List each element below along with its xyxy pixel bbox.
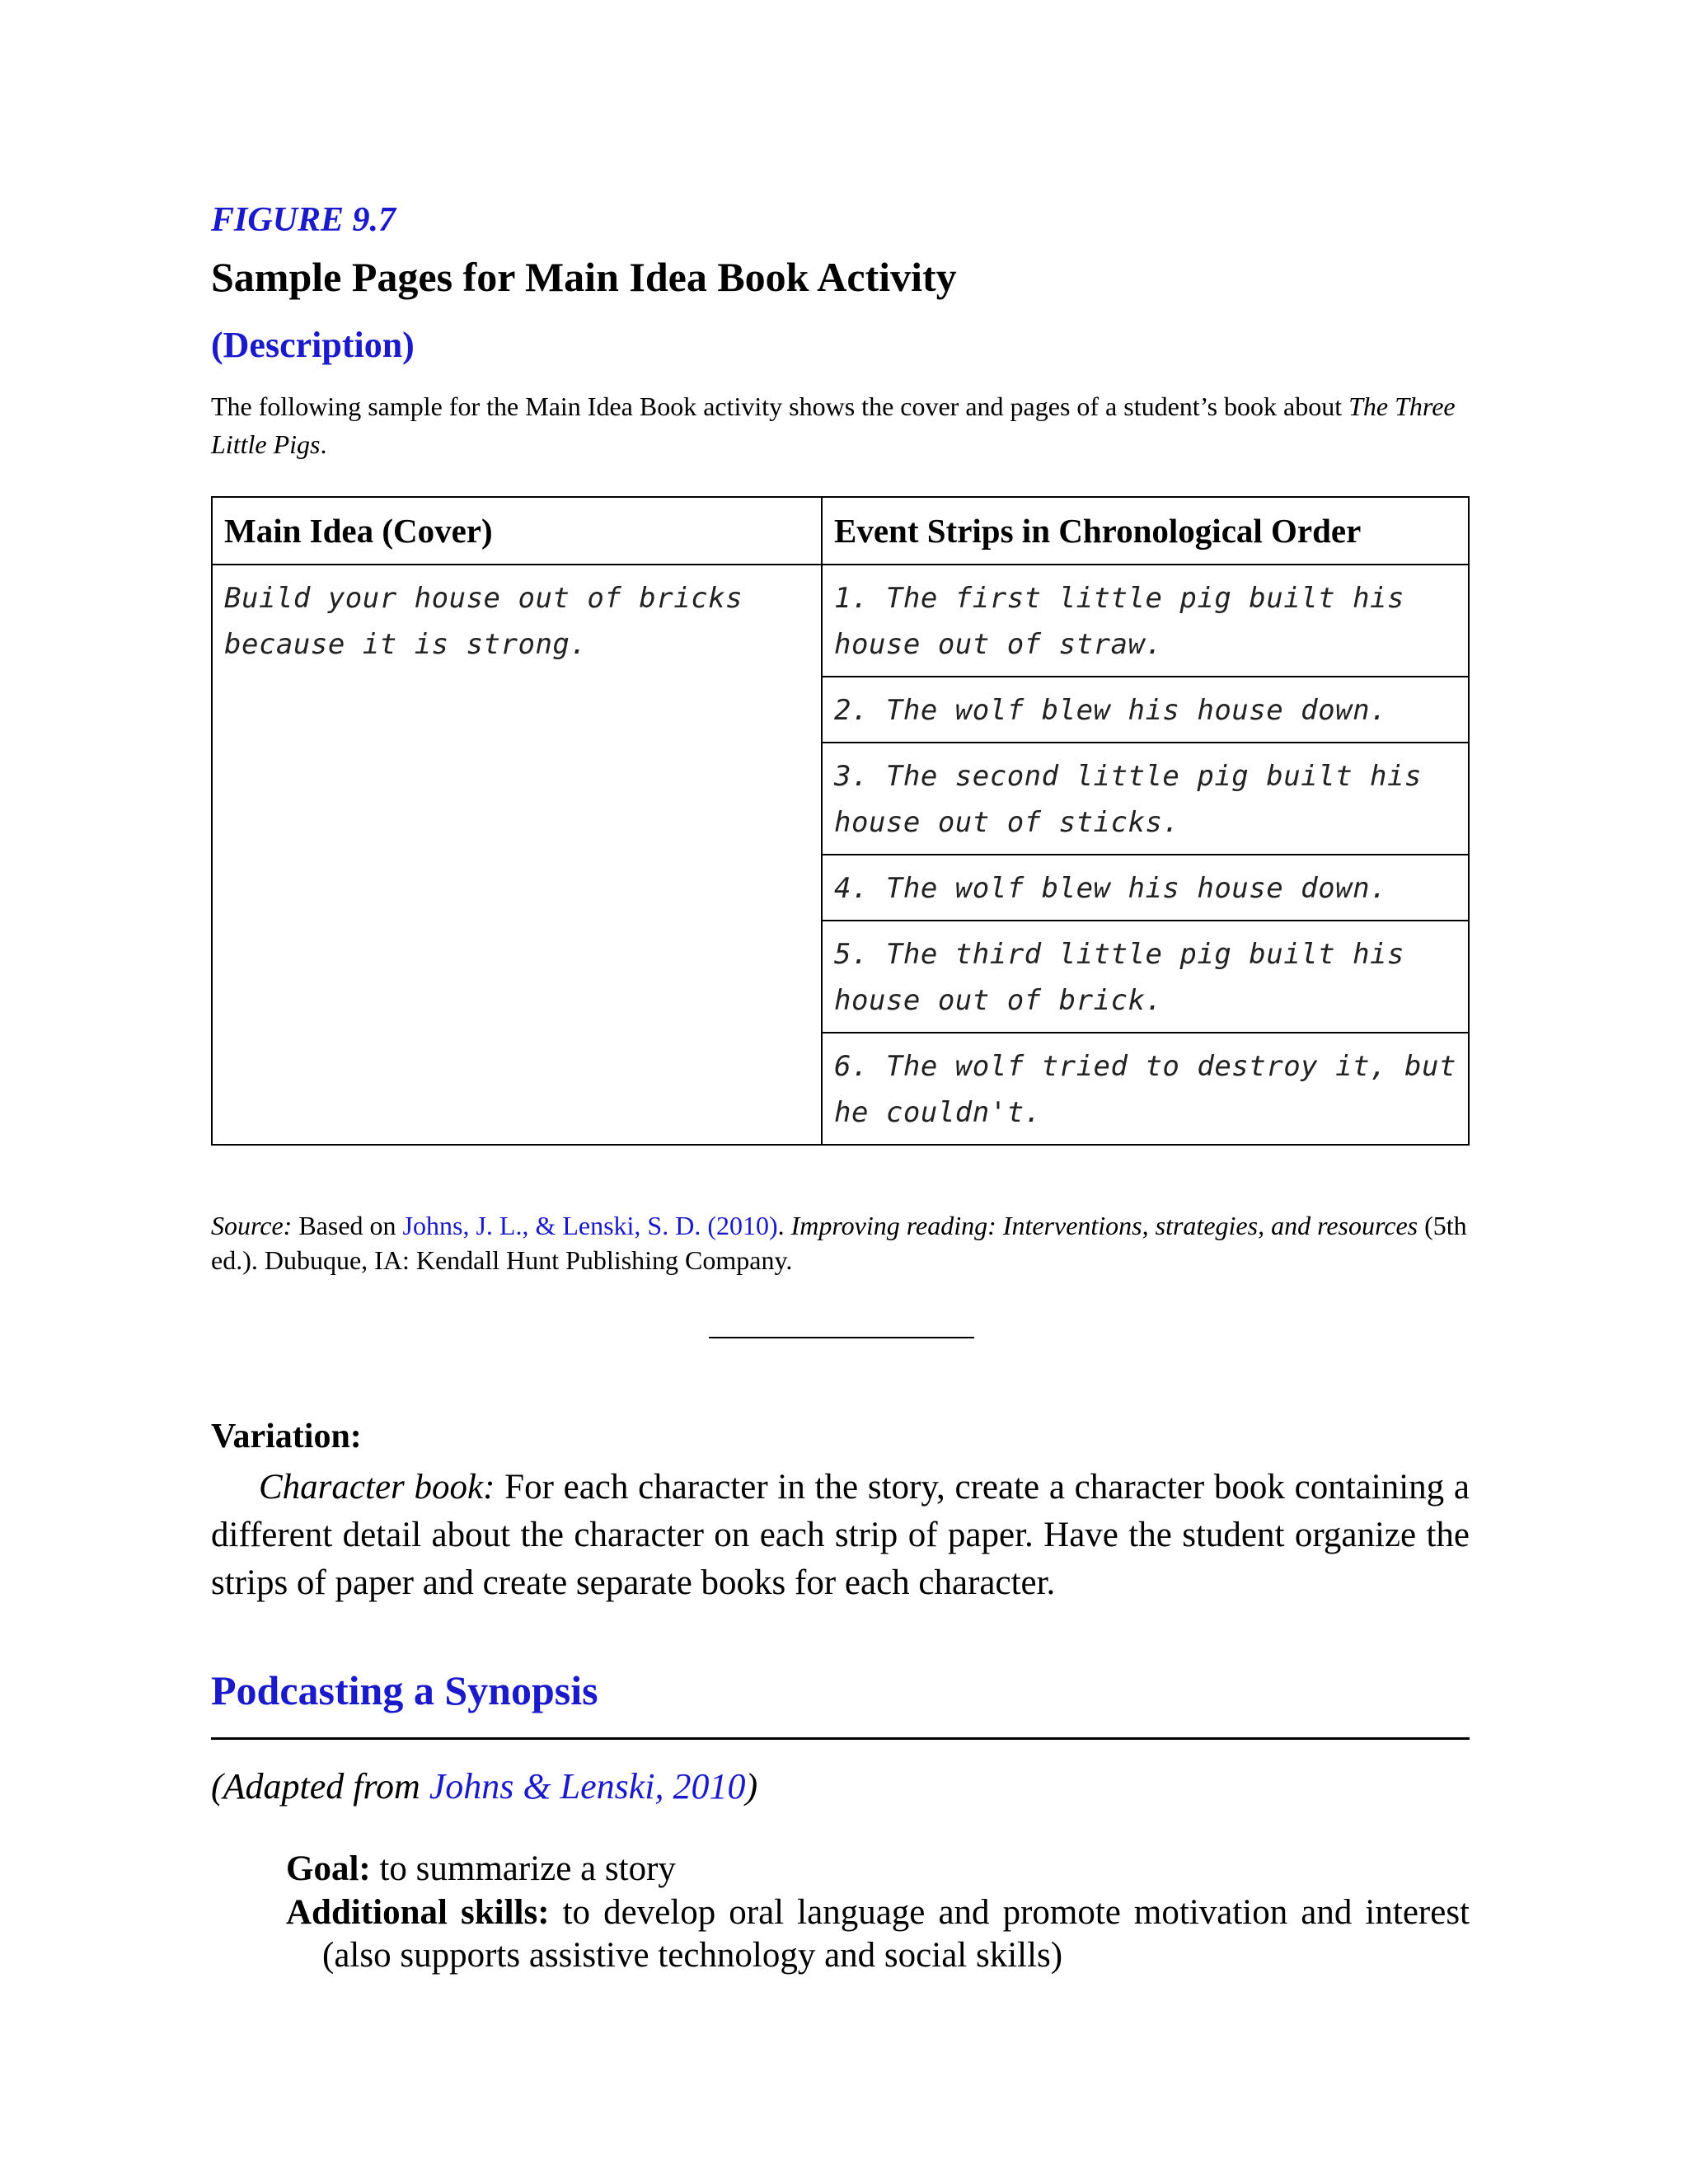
section-divider — [211, 1737, 1470, 1740]
intro-end: . — [320, 429, 327, 459]
event-strip-6: 6. The wolf tried to destroy it, but he couldn't. — [822, 1033, 1469, 1145]
section-title: Podcasting a Synopsis — [211, 1667, 598, 1713]
figure-title: Sample Pages for Main Idea Book Activity — [211, 254, 957, 300]
event-strip-5: 5. The third little pig built his house out of brick. — [822, 921, 1469, 1033]
event-strip-3: 3. The second little pig built his house out of sticks. — [822, 743, 1469, 855]
source-based-on: Based on — [292, 1211, 403, 1240]
main-idea-cell: Build your house out of bricks because it is strong. — [212, 565, 822, 1145]
adapted-citation-link[interactable]: Johns & Lenski, 2010 — [429, 1766, 746, 1807]
variation-paragraph — [211, 1464, 1470, 1607]
variation-term: Character book: — [259, 1468, 495, 1507]
event-strip-4: 4. The wolf blew his house down. — [822, 855, 1469, 921]
source-rest: (5th ed.). Dubuque, IA: Kendall Hunt Publishing Company. — [211, 1211, 1467, 1275]
additional-skills-line — [286, 1891, 1470, 1977]
table-row — [212, 565, 1469, 677]
figure-label: FIGURE 9.7 — [211, 201, 396, 239]
goal-line — [286, 1849, 676, 1889]
figure-end-divider — [709, 1337, 974, 1338]
source-after-link: . — [777, 1211, 791, 1240]
variation-text: For each character in the story, create a character book containing a different detail about the character on each strip of paper. Have the student organize the strips of paper and create separate books for each character. — [211, 1468, 1470, 1602]
intro-book-title: The Three Little Pigs — [211, 391, 1456, 459]
header-event-strips: Event Strips in Chronological Order — [822, 497, 1469, 565]
table-header-row — [212, 497, 1469, 565]
skills-text: to develop oral language and promote motivation and interest (also supports assistive technology and social skills) — [322, 1893, 1470, 1975]
event-strip-2: 2. The wolf blew his house down. — [822, 677, 1469, 743]
variation-heading: Variation: — [211, 1418, 362, 1455]
header-main-idea: Main Idea (Cover) — [212, 497, 822, 565]
description-link[interactable]: (Description) — [211, 325, 415, 365]
main-idea-table — [211, 496, 1470, 1146]
source-note — [211, 1208, 1497, 1277]
skills-label: Additional skills: — [286, 1893, 550, 1932]
goal-label: Goal: — [286, 1849, 371, 1888]
adapted-prefix: (Adapted from — [211, 1766, 429, 1807]
intro-paragraph — [211, 387, 1480, 463]
adapted-from-note — [211, 1765, 757, 1807]
goal-text: to summarize a story — [370, 1849, 676, 1888]
adapted-suffix: ) — [745, 1766, 758, 1807]
source-label: Source: — [211, 1211, 293, 1240]
source-citation-link[interactable]: Johns, J. L., & Lenski, S. D. (2010) — [402, 1211, 778, 1240]
intro-text: The following sample for the Main Idea Book activity shows the cover and pages of a student’s book about — [211, 391, 1349, 421]
event-strip-1: 1. The first little pig built his house out of straw. — [822, 565, 1469, 677]
source-book-title: Improving reading: Interventions, strategies, and resources — [790, 1211, 1418, 1240]
